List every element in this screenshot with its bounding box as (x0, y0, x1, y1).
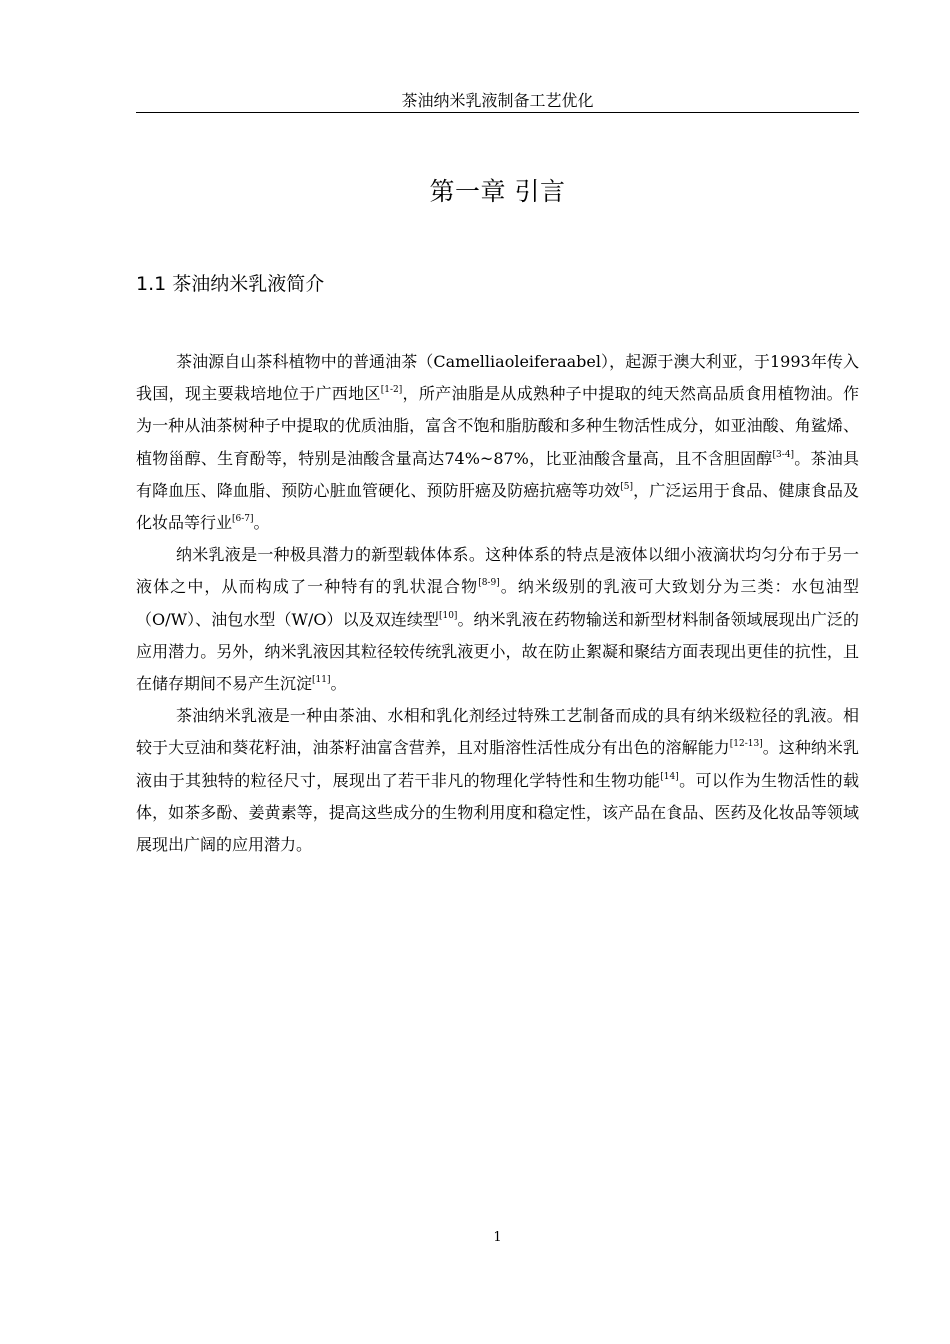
text-run: 。这种纳米乳液由于其独特的粒径尺寸，展现出了若干非凡的物理化学特性和生物功能 (136, 738, 859, 790)
chapter-title: 第一章 引言 (429, 177, 566, 206)
text-run: 茶油纳米乳液是一种由茶油、水相和乳化剂经过特殊工艺制备而成的具有纳米级粒径的乳液。相较于大豆油和葵花籽油，油茶籽油富含营养，且对脂溶性活性成分有出色的溶解能力 (136, 706, 859, 758)
text-run: 。茶油具有降血压、降血脂、预防心脏血管硬化、预防肝癌及防癌抗癌等功效 (136, 448, 859, 500)
text-run: ，所产油脂是从成熟种子中提取的纯天然高品质食用植物油。作为一种从油茶树种子中提取的优质油脂，富含不饱和脂肪酸和多种生物活性成分，如亚油酸、角鲨烯、植物甾醇、生育酚等，特别是油酸含量高达74%~87%，比亚油酸含量高，且不含胆固醇 (136, 384, 859, 468)
citation-ref: [11] (312, 675, 331, 686)
text-run: 。 (253, 513, 270, 533)
text-run: 茶油源自山茶科植物中的普通油茶（Camelliaoleiferaabel），起源于澳大利亚，于1993年传入我国，现主要栽培地位于广西地区 (136, 352, 859, 404)
page-number: 1 (493, 1230, 502, 1245)
citation-ref: [5] (620, 481, 633, 492)
text-run: 。纳米乳液在药物输送和新型材料制备领域展现出广泛的应用潜力。另外，纳米乳液因其粒径较传统乳液更小，故在防止絮凝和聚结方面表现出更佳的抗性，且在储存期间不易产生沉淀 (136, 609, 859, 694)
citation-ref: [10] (438, 610, 458, 621)
running-header: 茶油纳米乳液制备工艺优化 (401, 91, 594, 110)
citation-ref: [1-2] (380, 385, 403, 396)
body-text (136, 346, 859, 861)
citation-ref: [12-13] (729, 739, 763, 750)
citation-ref: [8-9] (478, 578, 500, 589)
paragraph (136, 700, 859, 861)
citation-ref: [14] (660, 771, 679, 782)
section-title: 1.1 茶油纳米乳液简介 (136, 273, 325, 295)
paragraph (136, 539, 859, 700)
paragraph (136, 346, 859, 539)
text-run: 。纳米级别的乳液可大致划分为三类：水包油型（O/W）、油包水型（W/O）以及双连续型 (136, 577, 859, 629)
text-run: 。可以作为生物活性的载体，如茶多酚、姜黄素等，提高这些成分的生物利用度和稳定性，该产品在食品、医药及化妆品等领域展现出广阔的应用潜力。 (136, 770, 859, 855)
citation-ref: [6-7] (232, 514, 254, 525)
header-rule (136, 112, 859, 113)
text-run: 纳米乳液是一种极具潜力的新型载体体系。这种体系的特点是液体以细小液滴状均匀分布于另一液体之中，从而构成了一种特有的乳状混合物 (136, 545, 859, 597)
citation-ref: [3-4] (772, 449, 795, 460)
text-run: 。 (330, 674, 347, 694)
text-run: ，广泛运用于食品、健康食品及化妆品等行业 (136, 480, 859, 533)
